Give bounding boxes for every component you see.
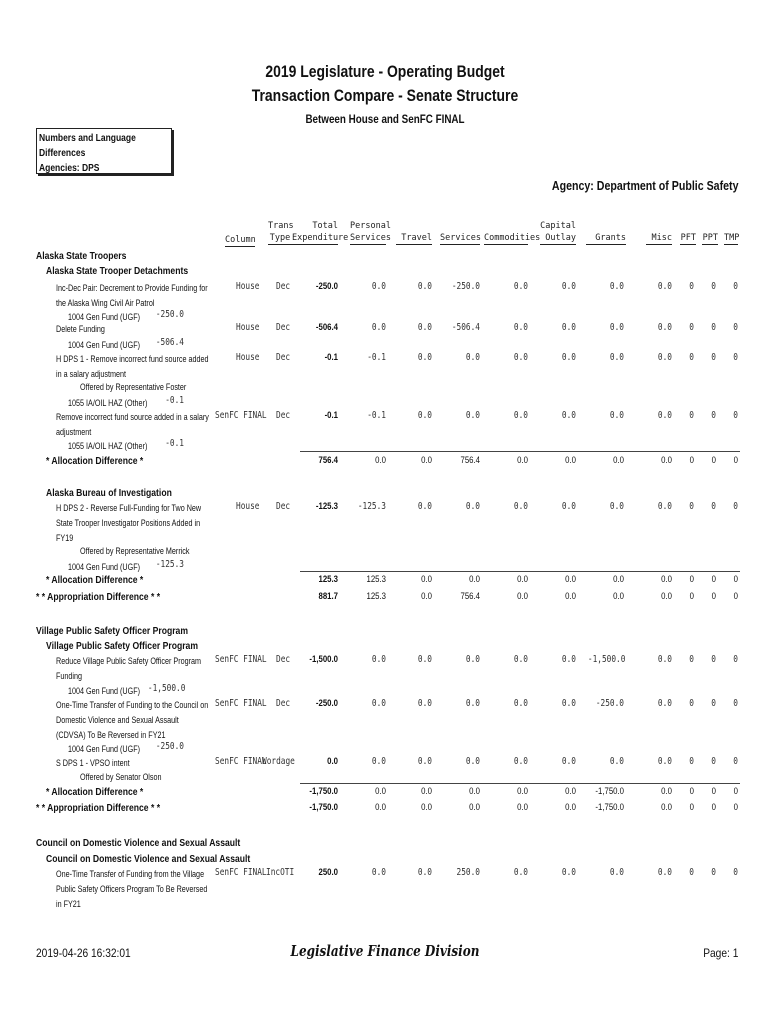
cell-misc: 0.0 xyxy=(657,756,672,767)
cell-total-expenditure: -250.0 xyxy=(315,281,338,292)
cell-travel: 0.0 xyxy=(417,654,432,665)
footer-page-number: Page: 1 xyxy=(702,946,738,960)
col-header-misc: Misc xyxy=(646,232,672,245)
appropriation-difference-label: * * Appropriation Difference * * xyxy=(36,591,161,603)
cell-travel: 0.0 xyxy=(417,756,432,767)
offered-by: Offered by Representative Foster xyxy=(80,382,187,392)
cell-travel: 0.0 xyxy=(421,786,432,797)
cell-ppt: 0 xyxy=(711,786,716,797)
transaction-desc: Public Safety Officers Program To Be Reversed xyxy=(56,884,208,894)
row-column: House xyxy=(236,322,260,333)
cell-travel: 0.0 xyxy=(417,501,432,512)
transaction-desc: Delete Funding xyxy=(56,324,105,334)
cell-tmp: 0 xyxy=(733,501,738,512)
cell-services: 756.4 xyxy=(460,455,480,466)
cell-total-expenditure: -125.3 xyxy=(315,501,338,512)
filter-line: Numbers and Language xyxy=(39,133,136,144)
filter-box xyxy=(36,128,172,174)
cell-commodities: 0.0 xyxy=(513,501,528,512)
fund-amount: -250.0 xyxy=(155,741,184,752)
cell-misc: 0.0 xyxy=(661,591,672,602)
cell-personal-services: -0.1 xyxy=(367,410,386,421)
offered-by: Offered by Senator Olson xyxy=(80,772,162,782)
cell-ppt: 0 xyxy=(711,756,716,767)
cell-capital-outlay: 0.0 xyxy=(561,281,576,292)
cell-tmp: 0 xyxy=(733,654,738,665)
cell-misc: 0.0 xyxy=(657,501,672,512)
cell-personal-services: 125.3 xyxy=(366,574,386,585)
cell-pft: 0 xyxy=(689,867,694,878)
cell-grants: 0.0 xyxy=(609,281,624,292)
transaction-desc: Funding xyxy=(56,671,83,681)
cell-tmp: 0 xyxy=(733,756,738,767)
cell-pft: 0 xyxy=(689,756,694,767)
cell-misc: 0.0 xyxy=(657,322,672,333)
cell-commodities: 0.0 xyxy=(517,455,528,466)
appropriation-title: Village Public Safety Officer Program xyxy=(36,625,189,637)
appropriation-difference-label: * * Appropriation Difference * * xyxy=(36,802,161,814)
row-column: House xyxy=(236,501,260,512)
cell-misc: 0.0 xyxy=(657,867,672,878)
cell-grants: 0.0 xyxy=(613,455,624,466)
cell-travel: 0.0 xyxy=(421,455,432,466)
cell-services: 0.0 xyxy=(469,574,480,585)
transaction-desc: H DPS 2 - Reverse Full-Funding for Two New xyxy=(56,503,202,513)
cell-pft: 0 xyxy=(689,802,694,813)
row-trans-type: IncOTI xyxy=(266,867,295,878)
cell-total-expenditure: -0.1 xyxy=(324,352,338,363)
cell-grants: -250.0 xyxy=(595,698,624,709)
fund-amount: -0.1 xyxy=(165,438,184,449)
cell-ppt: 0 xyxy=(711,574,716,585)
cell-ppt: 0 xyxy=(711,352,716,363)
transaction-desc: Inc-Dec Pair: Decrement to Provide Funding for xyxy=(56,283,208,293)
col-header-type: Type xyxy=(269,233,291,243)
allocation-difference-label: * Allocation Difference * xyxy=(46,455,144,467)
cell-personal-services: 0.0 xyxy=(375,802,386,813)
row-trans-type: Dec xyxy=(276,654,291,665)
col-header-outlay: Outlay xyxy=(540,232,576,245)
cell-grants: 0.0 xyxy=(609,352,624,363)
cell-pft: 0 xyxy=(689,786,694,797)
cell-services: 0.0 xyxy=(469,786,480,797)
row-trans-type: Wordage xyxy=(262,756,295,767)
cell-pft: 0 xyxy=(689,322,694,333)
col-header-trans: Trans xyxy=(268,221,294,231)
cell-services: 0.0 xyxy=(465,501,480,512)
cell-travel: 0.0 xyxy=(417,867,432,878)
cell-commodities: 0.0 xyxy=(513,654,528,665)
cell-pft: 0 xyxy=(689,574,694,585)
cell-tmp: 0 xyxy=(733,322,738,333)
cell-pft: 0 xyxy=(689,410,694,421)
cell-commodities: 0.0 xyxy=(513,698,528,709)
cell-pft: 0 xyxy=(689,281,694,292)
cell-capital-outlay: 0.0 xyxy=(565,786,576,797)
cell-ppt: 0 xyxy=(711,654,716,665)
subtotal-rule xyxy=(300,783,740,784)
cell-capital-outlay: 0.0 xyxy=(565,591,576,602)
row-trans-type: Dec xyxy=(276,501,291,512)
component-title: Village Public Safety Officer Program xyxy=(46,640,199,652)
transaction-desc: Reduce Village Public Safety Officer Program xyxy=(56,656,202,666)
cell-pft: 0 xyxy=(689,501,694,512)
report-comparison: Between House and SenFC FINAL xyxy=(305,112,465,126)
cell-capital-outlay: 0.0 xyxy=(565,802,576,813)
cell-services: 0.0 xyxy=(465,698,480,709)
cell-capital-outlay: 0.0 xyxy=(561,756,576,767)
cell-total-expenditure: -1,750.0 xyxy=(309,786,338,797)
cell-ppt: 0 xyxy=(711,867,716,878)
transaction-desc: One-Time Transfer of Funding from the Village xyxy=(56,869,205,879)
cell-tmp: 0 xyxy=(733,281,738,292)
row-column: House xyxy=(236,281,260,292)
cell-personal-services: 0.0 xyxy=(371,756,386,767)
cell-travel: 0.0 xyxy=(421,591,432,602)
fund-source: 1004 Gen Fund (UGF) xyxy=(68,562,141,572)
cell-commodities: 0.0 xyxy=(517,786,528,797)
row-trans-type: Dec xyxy=(276,410,291,421)
cell-travel: 0.0 xyxy=(421,574,432,585)
cell-pft: 0 xyxy=(689,352,694,363)
cell-personal-services: -0.1 xyxy=(367,352,386,363)
cell-grants: 0.0 xyxy=(609,867,624,878)
fund-amount: -125.3 xyxy=(155,559,184,570)
fund-source: 1055 IA/OIL HAZ (Other) xyxy=(68,441,148,451)
cell-tmp: 0 xyxy=(733,591,738,602)
transaction-desc: S DPS 1 - VPSO intent xyxy=(56,758,130,768)
row-trans-type: Dec xyxy=(276,352,291,363)
cell-total-expenditure: 756.4 xyxy=(318,455,338,466)
col-header-services-personal: Services xyxy=(350,233,391,243)
cell-total-expenditure: -250.0 xyxy=(315,698,338,709)
fund-source: 1004 Gen Fund (UGF) xyxy=(68,340,141,350)
cell-services: 0.0 xyxy=(465,756,480,767)
cell-services: -506.4 xyxy=(451,322,480,333)
cell-total-expenditure: 250.0 xyxy=(318,867,338,878)
col-header-column: Column xyxy=(225,235,256,245)
col-header-travel: Travel xyxy=(396,232,432,245)
cell-pft: 0 xyxy=(689,455,694,466)
appropriation-title: Alaska State Troopers xyxy=(36,250,127,262)
transaction-desc: in a salary adjustment xyxy=(56,369,127,379)
cell-commodities: 0.0 xyxy=(513,756,528,767)
col-header-pft: PFT xyxy=(680,233,696,243)
cell-grants: 0.0 xyxy=(609,322,624,333)
col-header-commodities: Commodities xyxy=(484,233,541,243)
cell-commodities: 0.0 xyxy=(513,867,528,878)
cell-ppt: 0 xyxy=(711,455,716,466)
cell-grants: 0.0 xyxy=(613,591,624,602)
row-trans-type: Dec xyxy=(276,322,291,333)
transaction-desc: (CDVSA) To Be Reversed in FY21 xyxy=(56,730,166,740)
cell-services: 0.0 xyxy=(465,654,480,665)
cell-services: 250.0 xyxy=(456,867,480,878)
col-header-tmp: TMP xyxy=(724,233,740,243)
cell-personal-services: -125.3 xyxy=(357,501,386,512)
cell-ppt: 0 xyxy=(711,698,716,709)
fund-amount: -1,500.0 xyxy=(147,683,186,694)
allocation-difference-label: * Allocation Difference * xyxy=(46,786,144,798)
transaction-desc: One-Time Transfer of Funding to the Council on xyxy=(56,700,209,710)
fund-source: 1004 Gen Fund (UGF) xyxy=(68,686,141,696)
cell-capital-outlay: 0.0 xyxy=(561,322,576,333)
row-column: House xyxy=(236,352,260,363)
transaction-desc: Domestic Violence and Sexual Assault xyxy=(56,715,179,725)
cell-total-expenditure: 125.3 xyxy=(318,574,338,585)
cell-personal-services: 0.0 xyxy=(371,322,386,333)
cell-ppt: 0 xyxy=(711,281,716,292)
row-column: SenFC FINAL xyxy=(215,410,267,421)
cell-total-expenditure: -0.1 xyxy=(324,410,338,421)
cell-travel: 0.0 xyxy=(417,698,432,709)
cell-personal-services: 0.0 xyxy=(371,281,386,292)
col-header-grants: Grants xyxy=(586,232,626,245)
cell-grants: 0.0 xyxy=(613,574,624,585)
cell-grants: 0.0 xyxy=(609,501,624,512)
cell-misc: 0.0 xyxy=(661,786,672,797)
cell-tmp: 0 xyxy=(733,574,738,585)
transaction-desc: in FY21 xyxy=(56,899,81,909)
cell-misc: 0.0 xyxy=(657,352,672,363)
footer-timestamp: 2019-04-26 16:32:01 xyxy=(36,946,131,960)
cell-commodities: 0.0 xyxy=(513,352,528,363)
col-header-capital: Capital xyxy=(540,221,576,231)
cell-travel: 0.0 xyxy=(421,802,432,813)
cell-ppt: 0 xyxy=(711,501,716,512)
transaction-desc: the Alaska Wing Civil Air Patrol xyxy=(56,298,155,308)
cell-personal-services: 125.3 xyxy=(366,591,386,602)
component-title: Council on Domestic Violence and Sexual Assault xyxy=(46,853,251,865)
cell-pft: 0 xyxy=(689,698,694,709)
transaction-desc: adjustment xyxy=(56,427,92,437)
subtotal-rule xyxy=(300,571,740,572)
cell-misc: 0.0 xyxy=(657,654,672,665)
cell-travel: 0.0 xyxy=(417,281,432,292)
col-header-expenditure: Expenditure xyxy=(292,233,349,243)
cell-grants: -1,500.0 xyxy=(587,654,626,665)
cell-commodities: 0.0 xyxy=(513,322,528,333)
fund-source: 1004 Gen Fund (UGF) xyxy=(68,744,141,754)
row-trans-type: Dec xyxy=(276,281,291,292)
cell-grants: 0.0 xyxy=(609,756,624,767)
cell-services: 0.0 xyxy=(465,410,480,421)
cell-ppt: 0 xyxy=(711,410,716,421)
cell-ppt: 0 xyxy=(711,802,716,813)
cell-travel: 0.0 xyxy=(417,352,432,363)
appropriation-title: Council on Domestic Violence and Sexual Assault xyxy=(36,837,241,849)
col-header-total: Total xyxy=(312,221,338,231)
cell-tmp: 0 xyxy=(733,786,738,797)
fund-amount: -506.4 xyxy=(155,337,184,348)
cell-personal-services: 0.0 xyxy=(375,455,386,466)
cell-commodities: 0.0 xyxy=(513,410,528,421)
cell-travel: 0.0 xyxy=(417,410,432,421)
col-header-personal: Personal xyxy=(350,221,391,231)
cell-capital-outlay: 0.0 xyxy=(561,410,576,421)
cell-grants: 0.0 xyxy=(609,410,624,421)
cell-services: -250.0 xyxy=(451,281,480,292)
cell-capital-outlay: 0.0 xyxy=(561,654,576,665)
cell-total-expenditure: 0.0 xyxy=(327,756,338,767)
cell-personal-services: 0.0 xyxy=(371,867,386,878)
cell-ppt: 0 xyxy=(711,591,716,602)
cell-personal-services: 0.0 xyxy=(375,786,386,797)
cell-tmp: 0 xyxy=(733,352,738,363)
report-title: 2019 Legislature - Operating Budget xyxy=(265,62,505,81)
cell-services: 0.0 xyxy=(469,802,480,813)
cell-pft: 0 xyxy=(689,654,694,665)
cell-tmp: 0 xyxy=(733,867,738,878)
cell-services: 0.0 xyxy=(465,352,480,363)
filter-line: Differences xyxy=(39,148,86,159)
cell-commodities: 0.0 xyxy=(513,281,528,292)
cell-misc: 0.0 xyxy=(661,802,672,813)
transaction-desc: H DPS 1 - Remove incorrect fund source added xyxy=(56,354,209,364)
cell-misc: 0.0 xyxy=(661,455,672,466)
cell-total-expenditure: -1,750.0 xyxy=(309,802,338,813)
col-header-ppt: PPT xyxy=(702,233,718,243)
fund-source: 1055 IA/OIL HAZ (Other) xyxy=(68,398,148,408)
transaction-desc: State Trooper Investigator Positions Added in xyxy=(56,518,201,528)
row-column: SenFC FINAL xyxy=(215,756,267,767)
component-title: Alaska Bureau of Investigation xyxy=(46,487,172,499)
agency-label: Agency: Department of Public Safety xyxy=(551,179,738,193)
cell-personal-services: 0.0 xyxy=(371,654,386,665)
offered-by: Offered by Representative Merrick xyxy=(80,546,190,556)
cell-tmp: 0 xyxy=(733,410,738,421)
fund-amount: -250.0 xyxy=(155,309,184,320)
cell-travel: 0.0 xyxy=(417,322,432,333)
cell-personal-services: 0.0 xyxy=(371,698,386,709)
report-subtitle: Transaction Compare - Senate Structure xyxy=(251,86,519,105)
cell-misc: 0.0 xyxy=(661,574,672,585)
cell-grants: -1,750.0 xyxy=(595,802,624,813)
subtotal-rule xyxy=(300,451,740,452)
filter-line: Agencies: DPS xyxy=(39,163,100,174)
cell-capital-outlay: 0.0 xyxy=(561,352,576,363)
cell-commodities: 0.0 xyxy=(517,591,528,602)
cell-tmp: 0 xyxy=(733,698,738,709)
fund-source: 1004 Gen Fund (UGF) xyxy=(68,312,141,322)
row-column: SenFC FINAL xyxy=(215,698,267,709)
col-header-services: Services xyxy=(440,233,481,243)
cell-commodities: 0.0 xyxy=(517,574,528,585)
cell-capital-outlay: 0.0 xyxy=(565,574,576,585)
row-column: SenFC FINAL xyxy=(215,654,267,665)
cell-services: 756.4 xyxy=(460,591,480,602)
cell-capital-outlay: 0.0 xyxy=(561,867,576,878)
transaction-desc: Remove incorrect fund source added in a salary xyxy=(56,412,209,422)
component-title: Alaska State Trooper Detachments xyxy=(46,265,189,277)
row-trans-type: Dec xyxy=(276,698,291,709)
cell-tmp: 0 xyxy=(733,455,738,466)
cell-ppt: 0 xyxy=(711,322,716,333)
cell-pft: 0 xyxy=(689,591,694,602)
cell-capital-outlay: 0.0 xyxy=(561,698,576,709)
cell-misc: 0.0 xyxy=(657,281,672,292)
footer-division: Legislative Finance Division xyxy=(290,942,480,960)
allocation-difference-label: * Allocation Difference * xyxy=(46,574,144,586)
cell-total-expenditure: 881.7 xyxy=(318,591,338,602)
cell-commodities: 0.0 xyxy=(517,802,528,813)
row-column: SenFC FINAL xyxy=(215,867,267,878)
cell-total-expenditure: -1,500.0 xyxy=(309,654,338,665)
cell-total-expenditure: -506.4 xyxy=(315,322,338,333)
cell-grants: -1,750.0 xyxy=(595,786,624,797)
cell-misc: 0.0 xyxy=(657,410,672,421)
cell-misc: 0.0 xyxy=(657,698,672,709)
cell-capital-outlay: 0.0 xyxy=(561,501,576,512)
fund-amount: -0.1 xyxy=(165,395,184,406)
cell-tmp: 0 xyxy=(733,802,738,813)
cell-capital-outlay: 0.0 xyxy=(565,455,576,466)
transaction-desc: FY19 xyxy=(56,533,74,543)
